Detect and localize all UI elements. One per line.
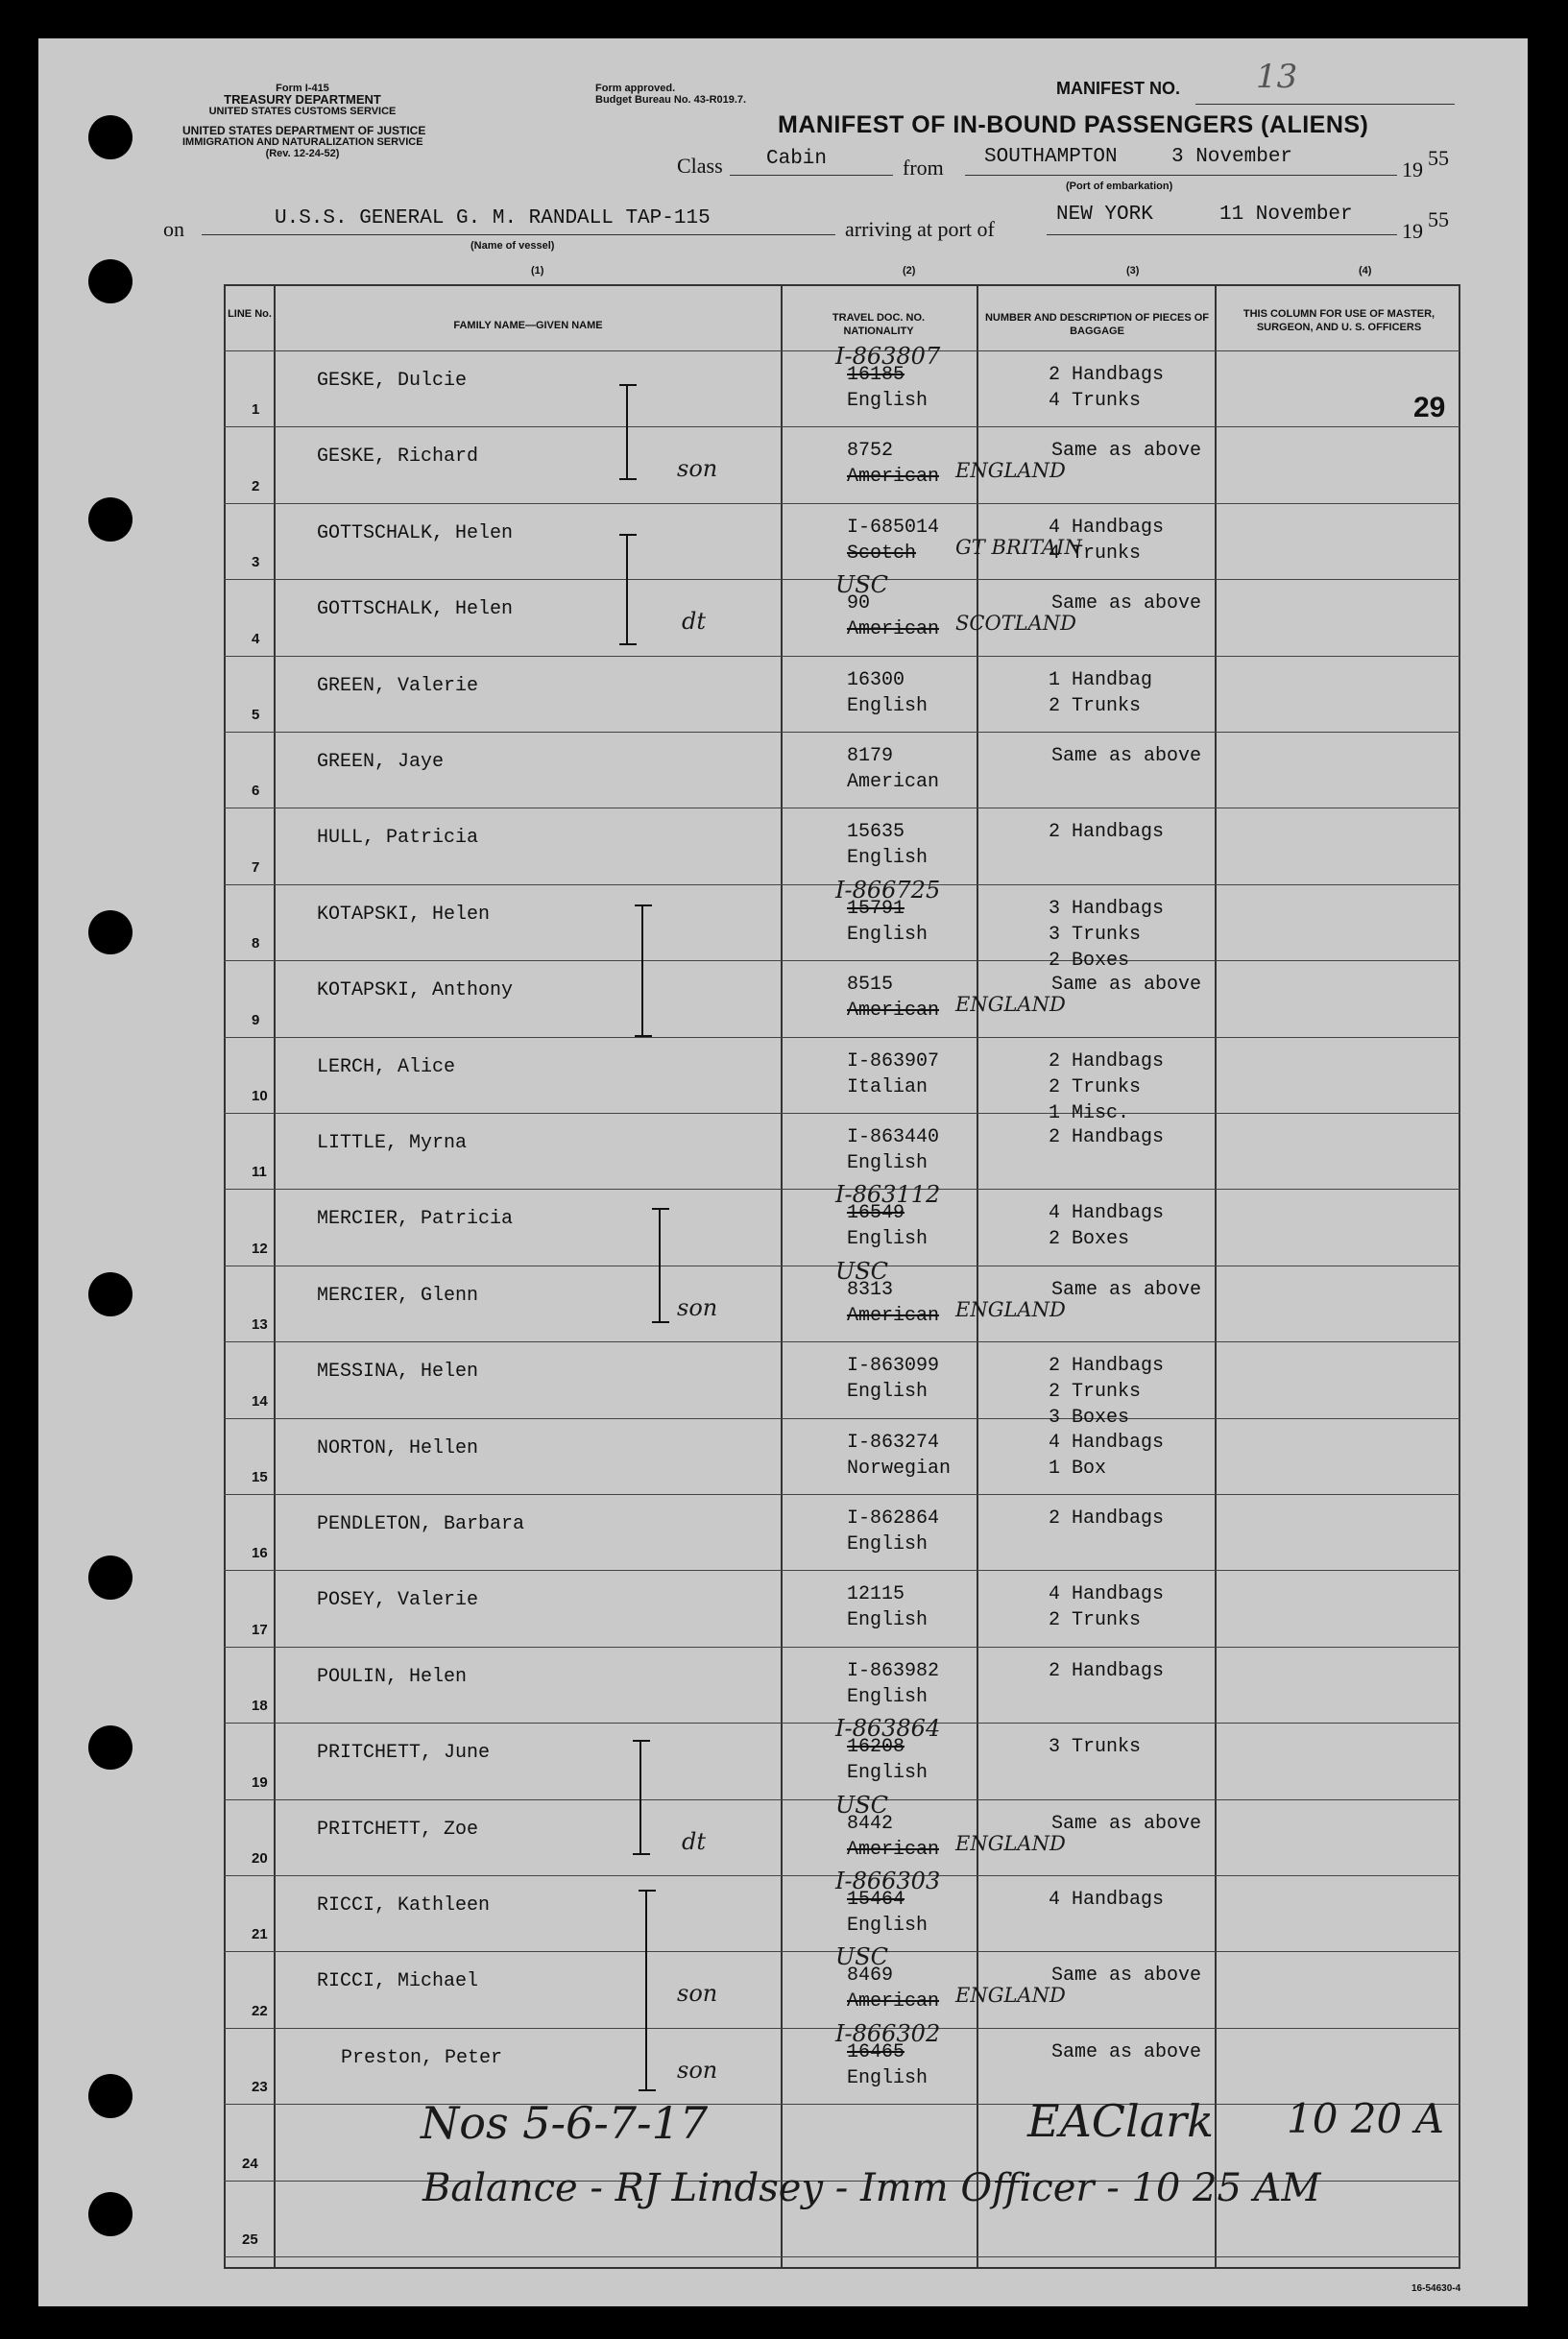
travel-doc-no: 15635 (847, 821, 905, 844)
row-rule (224, 2104, 1460, 2105)
passenger-name: PENDLETON, Barbara (317, 1513, 525, 1535)
baggage-item: 4 Handbags (1049, 1889, 1165, 1911)
baggage-item: 2 Trunks (1049, 1075, 1142, 1098)
baggage-item: Same as above (1051, 592, 1202, 615)
line-number: 15 (252, 1469, 268, 1485)
baggage-item: 3 Handbags (1049, 897, 1165, 920)
relation-mark: son (677, 2056, 718, 2084)
travel-doc-no: I-863440 (847, 1126, 940, 1148)
nationality: English (847, 1381, 929, 1404)
manifest-title: MANIFEST OF IN-BOUND PASSENGERS (ALIENS) (778, 111, 1369, 138)
passenger-name: PRITCHETT, June (317, 1742, 491, 1765)
nationality: English (847, 1685, 929, 1708)
baggage-item: 2 Trunks (1049, 694, 1142, 717)
nationality: English (847, 847, 929, 870)
arrival-port: NEW YORK (1056, 204, 1153, 226)
passenger-name: KOTAPSKI, Helen (317, 903, 491, 926)
class-label: Class (677, 154, 723, 178)
nationality: American (847, 466, 940, 489)
form-revision: (Rev. 12-24-52) (265, 148, 340, 159)
travel-doc-no: 8442 (847, 1812, 894, 1835)
passenger-name: GESKE, Dulcie (317, 370, 468, 392)
passenger-name: GOTTSCHALK, Helen (317, 598, 514, 621)
page-number-stamp: 29 (1413, 392, 1446, 423)
nationality: American (847, 618, 940, 641)
row-rule (224, 1037, 1460, 1038)
nationality: American (847, 1304, 940, 1327)
baggage-item: 1 Misc. (1049, 1101, 1130, 1124)
manifest-no-value: 13 (1256, 58, 1298, 96)
row-rule (224, 1113, 1460, 1114)
punch-hole (88, 1272, 133, 1316)
line-number: 12 (252, 1240, 268, 1257)
baggage-item: Same as above (1051, 2040, 1202, 2063)
passenger-name: POSEY, Valerie (317, 1589, 479, 1612)
family-bracket (626, 534, 628, 645)
row-rule (224, 1570, 1460, 1571)
relation-mark: dt (682, 1827, 707, 1855)
baggage-item: 4 Trunks (1049, 542, 1142, 565)
travel-doc-handwritten: I-863807 (835, 343, 941, 370)
punch-hole (88, 910, 133, 954)
line-number: 6 (252, 783, 260, 800)
manifest-sheet (38, 38, 1528, 2306)
passenger-name: MESSINA, Helen (317, 1361, 479, 1384)
baggage-item: 1 Box (1049, 1457, 1107, 1480)
baggage-item: 4 Trunks (1049, 390, 1142, 412)
travel-doc-no: 16185 (847, 364, 905, 386)
row-rule (224, 1647, 1460, 1648)
baggage-item: 2 Trunks (1049, 1381, 1142, 1404)
row-rule (224, 2256, 1460, 2257)
nationality-handwritten: GT BRITAIN (955, 535, 1082, 559)
embark-port: SOUTHAMPTON (984, 146, 1118, 168)
vessel-caption: (Name of vessel) (470, 240, 555, 252)
passenger-name: PRITCHETT, Zoe (317, 1818, 479, 1841)
baggage-item: 3 Trunks (1049, 923, 1142, 946)
family-bracket (641, 904, 643, 1037)
family-bracket (659, 1208, 661, 1323)
nationality: English (847, 923, 929, 946)
travel-doc-no: 8515 (847, 974, 894, 997)
class-value: Cabin (766, 148, 828, 170)
punch-hole (88, 259, 133, 303)
line-number: 24 (242, 2155, 258, 2172)
nationality: American (847, 1990, 940, 2013)
passenger-name: MERCIER, Glenn (317, 1284, 479, 1307)
line-number: 1 (252, 401, 260, 419)
ins-service: IMMIGRATION AND NATURALIZATION SERVICE (182, 136, 423, 148)
travel-doc-handwritten: I-863864 (835, 1715, 941, 1743)
travel-doc-no: I-863907 (847, 1049, 940, 1073)
vessel-name: U.S.S. GENERAL G. M. RANDALL TAP-115 (275, 207, 711, 229)
arrival-year-prefix: 19 (1402, 219, 1423, 243)
passenger-name: KOTAPSKI, Anthony (317, 979, 514, 1002)
travel-doc-no: I-685014 (847, 516, 940, 539)
baggage-item: 3 Trunks (1049, 1736, 1142, 1759)
line-number: 21 (252, 1926, 268, 1943)
baggage-item: 2 Handbags (1049, 1049, 1165, 1073)
travel-doc-handwritten: I-866303 (835, 1868, 941, 1894)
passenger-name: NORTON, Hellen (317, 1436, 479, 1459)
nationality: American (847, 1838, 940, 1861)
embark-date: 3 November (1171, 146, 1293, 168)
nationality-handwritten: ENGLAND (955, 1831, 1066, 1855)
travel-doc-no: 8469 (847, 1965, 894, 1988)
embark-year-prefix: 19 (1402, 157, 1423, 181)
line-number: 2 (252, 477, 260, 494)
form-approved: Form approved. (595, 83, 676, 94)
travel-doc-no: 15791 (847, 897, 905, 920)
nationality: English (847, 1533, 929, 1555)
punch-hole (88, 497, 133, 542)
arrival-year-suffix: 55 (1428, 207, 1449, 231)
passenger-name: LERCH, Alice (317, 1055, 456, 1078)
travel-doc-no: I-862864 (847, 1507, 940, 1530)
nationality: English (847, 1609, 929, 1632)
line-number: 19 (252, 1773, 268, 1791)
nationality: English (847, 1762, 929, 1785)
passenger-name: GREEN, Valerie (317, 674, 479, 697)
passenger-name: RICCI, Michael (317, 1970, 479, 1993)
travel-doc-no: 15464 (847, 1889, 905, 1911)
travel-doc-no: 8752 (847, 440, 894, 463)
line-number: 8 (252, 935, 260, 952)
travel-doc-handwritten: USC (835, 1257, 889, 1285)
nationality: English (847, 1915, 929, 1937)
line-number: 16 (252, 1545, 268, 1562)
travel-doc-no: 12115 (847, 1583, 905, 1606)
relation-mark: son (677, 455, 718, 483)
line-number: 5 (252, 707, 260, 723)
line-number: 4 (252, 630, 260, 647)
travel-doc-no: I-863982 (847, 1659, 940, 1682)
travel-doc-no: 16465 (847, 2040, 905, 2063)
handwritten-line24-nos: Nos 5-6-7-17 (421, 2097, 709, 2149)
line-number: 11 (252, 1164, 267, 1181)
line-number: 18 (252, 1698, 268, 1715)
customs-service: UNITED STATES CUSTOMS SERVICE (208, 106, 397, 117)
arrival-date: 11 November (1219, 204, 1353, 226)
nationality: Scotch (847, 542, 917, 565)
col-header-doc: TRAVEL DOC. NO. NATIONALITY (832, 312, 926, 337)
col-num-4: (4) (1359, 265, 1372, 277)
travel-doc-handwritten: I-866302 (835, 2019, 941, 2047)
family-bracket (645, 1890, 647, 2091)
punch-hole (88, 2192, 133, 2236)
baggage-item: Same as above (1051, 745, 1202, 767)
travel-doc-no: 16549 (847, 1202, 905, 1225)
baggage-item: 4 Handbags (1049, 1431, 1165, 1454)
baggage-item: 2 Boxes (1049, 949, 1130, 972)
row-rule (224, 732, 1460, 733)
family-bracket (639, 1740, 641, 1855)
line-number: 22 (252, 2002, 268, 2019)
relation-mark: son (677, 1293, 718, 1321)
from-label: from (903, 156, 944, 180)
row-rule (224, 656, 1460, 657)
nationality: English (847, 390, 929, 412)
justice-dept: UNITED STATES DEPARTMENT OF JUSTICE (182, 124, 426, 137)
nationality: Norwegian (847, 1457, 952, 1480)
baggage-item: 4 Handbags (1049, 1583, 1165, 1606)
nationality-handwritten: ENGLAND (955, 459, 1066, 483)
manifest-no-label: MANIFEST NO. (1056, 79, 1180, 98)
on-label: on (163, 217, 184, 241)
punch-hole (88, 1555, 133, 1600)
travel-doc-no: 8313 (847, 1278, 894, 1301)
treasury-dept: TREASURY DEPARTMENT (224, 92, 381, 107)
line-number: 7 (252, 858, 260, 876)
travel-doc-no: 90 (847, 592, 871, 615)
baggage-item: 2 Handbags (1049, 1126, 1165, 1148)
travel-doc-no: 16300 (847, 668, 905, 691)
travel-doc-no: 8179 (847, 745, 894, 767)
relation-mark: dt (682, 608, 707, 636)
baggage-item: 2 Handbags (1049, 1507, 1165, 1530)
col-header-name: FAMILY NAME—GIVEN NAME (453, 320, 603, 331)
line-number: 10 (252, 1088, 268, 1104)
nationality: English (847, 694, 929, 717)
footer-code: 16-54630-4 (1411, 2283, 1461, 2294)
nationality-handwritten: ENGLAND (955, 1984, 1066, 2008)
baggage-item: Same as above (1051, 1812, 1202, 1835)
row-rule (224, 1418, 1460, 1419)
travel-doc-no: I-863274 (847, 1431, 940, 1454)
passenger-name: RICCI, Kathleen (317, 1894, 491, 1917)
nationality: English (847, 1228, 929, 1251)
passenger-name: GESKE, Richard (317, 446, 479, 469)
nationality-handwritten: SCOTLAND (955, 612, 1076, 636)
relation-mark: son (677, 1980, 718, 2008)
line-number: 20 (252, 1850, 268, 1867)
baggage-item: 4 Handbags (1049, 516, 1165, 539)
embark-year-suffix: 55 (1428, 146, 1449, 170)
line-number: 13 (252, 1316, 268, 1334)
col-num-1: (1) (531, 265, 544, 277)
baggage-item: 2 Boxes (1049, 1228, 1130, 1251)
baggage-item: 2 Handbags (1049, 364, 1165, 386)
travel-doc-handwritten: USC (835, 1791, 889, 1819)
row-rule (224, 503, 1460, 504)
punch-hole (88, 2074, 133, 2118)
passenger-name: Preston, Peter (341, 2046, 503, 2069)
line-number: 14 (252, 1392, 268, 1410)
travel-doc-handwritten: USC (835, 571, 889, 599)
col-header-line-no: LINE No. (228, 308, 272, 320)
travel-doc-no: I-863099 (847, 1355, 940, 1378)
passenger-name: HULL, Patricia (317, 827, 479, 850)
passenger-name: GOTTSCHALK, Helen (317, 521, 514, 544)
travel-doc-handwritten: I-866725 (835, 876, 941, 904)
row-rule (224, 426, 1460, 427)
nationality-handwritten: ENGLAND (955, 993, 1066, 1017)
family-bracket (626, 384, 628, 480)
baggage-item: 2 Handbags (1049, 1355, 1165, 1378)
col-num-3: (3) (1126, 265, 1140, 277)
line-number: 9 (252, 1011, 260, 1028)
col-header-officers: THIS COLUMN FOR USE OF MASTER, SURGEON, AND U. S. OFFICERS (1242, 308, 1435, 333)
travel-doc-handwritten: USC (835, 1943, 889, 1971)
travel-doc-handwritten: I-863112 (835, 1181, 941, 1209)
baggage-item: 4 Handbags (1049, 1202, 1165, 1225)
line-number: 3 (252, 554, 260, 571)
baggage-item: Same as above (1051, 1278, 1202, 1301)
handwritten-signature: EAClark (1027, 2095, 1214, 2147)
approval-block (595, 83, 746, 106)
form-agency-block (182, 83, 426, 159)
line-number: 23 (252, 2079, 268, 2096)
budget-bureau: Budget Bureau No. 43-R019.7. (595, 94, 747, 106)
baggage-item: Same as above (1051, 974, 1202, 997)
col-num-2: (2) (903, 265, 916, 277)
row-rule (224, 1341, 1460, 1342)
handwritten-line25: Balance - RJ Lindsey - Imm Officer - 10 25 AM (422, 2166, 1321, 2210)
passenger-name: MERCIER, Patricia (317, 1208, 514, 1231)
baggage-item: Same as above (1051, 1965, 1202, 1988)
line-number: 25 (242, 2231, 258, 2248)
form-number: Form I-415 (276, 83, 329, 94)
nationality: Italian (847, 1075, 929, 1098)
row-rule (224, 1494, 1460, 1495)
passenger-name: GREEN, Jaye (317, 751, 445, 773)
port-embark-caption: (Port of embarkation) (1066, 181, 1173, 192)
nationality: American (847, 1000, 940, 1023)
nationality-handwritten: ENGLAND (955, 1297, 1066, 1321)
nationality: American (847, 771, 940, 793)
travel-doc-no: 16208 (847, 1736, 905, 1759)
handwritten-time: 10 20 A (1287, 2095, 1444, 2142)
nationality: English (847, 1152, 929, 1174)
baggage-item: 1 Handbag (1049, 668, 1153, 691)
passenger-name: LITTLE, Myrna (317, 1132, 468, 1154)
col-header-baggage: NUMBER AND DESCRIPTION OF PIECES OF BAGGAGE (984, 312, 1210, 337)
baggage-item: 2 Handbags (1049, 821, 1165, 844)
baggage-item: 2 Handbags (1049, 1659, 1165, 1682)
baggage-item: 2 Trunks (1049, 1609, 1142, 1632)
passenger-name: POULIN, Helen (317, 1665, 468, 1688)
arriving-label: arriving at port of (845, 217, 995, 241)
nationality: English (847, 2066, 929, 2089)
punch-hole (88, 1725, 133, 1770)
line-number: 17 (252, 1621, 268, 1638)
punch-hole (88, 115, 133, 159)
baggage-item: 3 Boxes (1049, 1407, 1130, 1430)
row-rule (224, 960, 1460, 961)
baggage-item: Same as above (1051, 440, 1202, 463)
